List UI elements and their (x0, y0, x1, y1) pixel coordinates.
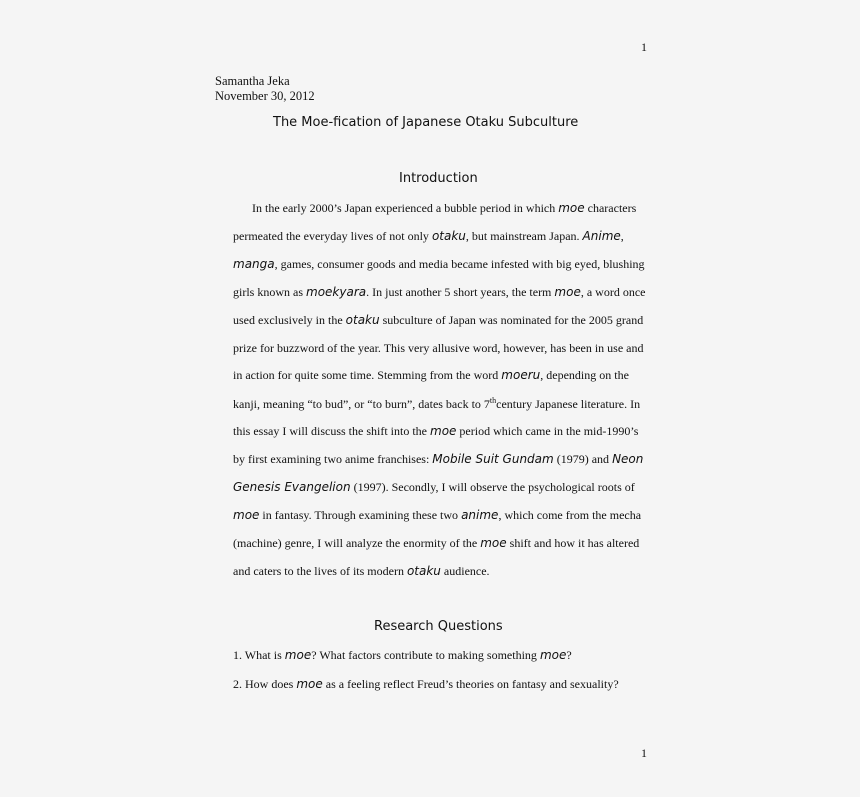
document-title: The Moe-fication of Japanese Otaku Subculture (273, 115, 579, 130)
intro-line-12: moe in fantasy. Through examining these two anime, which come from the mecha (233, 508, 642, 522)
research-question-2: 2. How does moe as a feeling reflect Freud’s theories on fantasy and sexuality? (233, 677, 619, 691)
page-number-bottom: 1 (641, 746, 647, 760)
intro-line-11: Genesis Evangelion (1997). Secondly, I will observe the psychological roots of (233, 480, 635, 494)
intro-line-10: by first examining two anime franchises: Mobile Suit Gundam (1979) and Neon (233, 452, 644, 466)
intro-line-9: this essay I will discuss the shift into the moe period which came in the mid-1990’s (233, 424, 639, 438)
intro-line-3: manga, games, consumer goods and media became infested with big eyed, blushing (233, 257, 645, 271)
intro-line-1: In the early 2000’s Japan experienced a bubble period in which moe characters (252, 201, 637, 215)
author-name: Samantha Jeka (215, 74, 290, 88)
intro-line-6: prize for buzzword of the year. This very allusive word, however, has been in use and (233, 341, 644, 355)
intro-line-2: permeated the everyday lives of not only otaku, but mainstream Japan. Anime, (233, 229, 624, 243)
intro-line-8: kanji, meaning “to bud”, or “to burn”, dates back to 7thcentury Japanese literature. In (233, 396, 641, 411)
document-date: November 30, 2012 (215, 89, 315, 103)
intro-line-14: and caters to the lives of its modern otaku audience. (233, 564, 490, 578)
intro-line-7: in action for quite some time. Stemming from the word moeru, depending on the (233, 368, 629, 382)
intro-line-13: (machine) genre, I will analyze the enormity of the moe shift and how it has altered (233, 536, 640, 550)
intro-line-5: used exclusively in the otaku subculture of Japan was nominated for the 2005 grand (233, 313, 644, 327)
research-heading: Research Questions (374, 619, 503, 634)
intro-heading: Introduction (399, 171, 478, 186)
page-number-top: 1 (641, 40, 647, 54)
research-question-1: 1. What is moe? What factors contribute to making something moe? (233, 648, 572, 662)
intro-line-4: girls known as moekyara. In just another 5 short years, the term moe, a word once (233, 285, 646, 299)
